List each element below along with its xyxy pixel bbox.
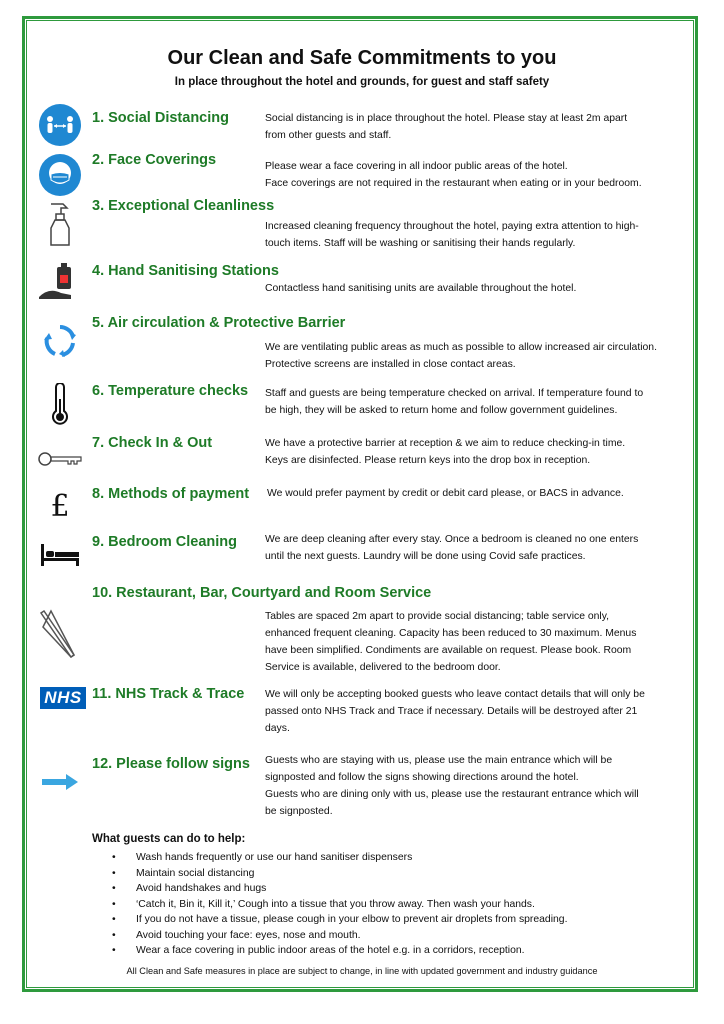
commitment-body-4: Contactless hand sanitising units are available throughout the hotel. (265, 283, 577, 294)
face-mask-icon (36, 152, 84, 198)
commitment-body-10: Tables are spaced 2m apart to provide social distancing; table service only, enhanced frequent cleaning. Capacity has been reduced to 30 maximum. Menus have been simplified. Condiments are available on request. Please book. Room Service is available, delivered to the bedroom door. (265, 611, 637, 673)
hand-sanitiser-icon (36, 262, 84, 304)
commitment-heading-11: 11. NHS Track & Trace (92, 686, 245, 702)
commitment-heading-5: 5. Air circulation & Protective Barrier (92, 315, 346, 331)
footer-note: All Clean and Safe measures in place are subject to change, in line with updated government and industry guidance (126, 966, 598, 976)
spray-bottle-icon (36, 200, 84, 248)
help-title: What guests can do to help: (92, 833, 246, 845)
commitment-body-2: Please wear a face covering in all indoor public areas of the hotel. Face coverings are not required in the restaurant when eating or in your bedroom. (265, 161, 642, 189)
list-item: • Wash hands frequently or use our hand sanitiser dispensers (108, 850, 567, 866)
commitment-heading-7: 7. Check In & Out (92, 435, 213, 451)
key-icon (36, 446, 84, 472)
commitment-heading-3: 3. Exceptional Cleanliness (92, 198, 275, 214)
list-item: • Maintain social distancing (108, 866, 567, 882)
commitment-heading-2: 2. Face Coverings (92, 152, 217, 168)
air-circulation-icon (36, 320, 84, 362)
commitment-heading-12: 12. Please follow signs (92, 756, 250, 772)
commitment-body-7: We have a protective barrier at reception & we aim to reduce checking-in time. Keys are disinfected. Please return keys into the drop box in reception. (265, 438, 626, 466)
commitment-body-3: Increased cleaning frequency throughout the hotel, paying extra attention to high- touch items. Staff will be washing or sanitising their hands regularly. (265, 221, 639, 249)
social-distancing-icon (36, 102, 84, 148)
nhs-logo: NHS (35, 686, 91, 710)
commitment-heading-10: 10. Restaurant, Bar, Courtyard and Room Service (92, 585, 432, 601)
list-item: • ‘Catch it, Bin it, Kill it,’ Cough into a tissue that you throw away. Then wash your hands. (108, 897, 567, 913)
list-item: • Avoid handshakes and hugs (108, 881, 567, 897)
page-subtitle: In place throughout the hotel and grounds, for guest and staff safety (174, 76, 550, 88)
thermometer-icon (36, 382, 84, 428)
cutlery-icon (36, 608, 84, 662)
commitment-heading-6: 6. Temperature checks (92, 383, 249, 399)
commitment-body-8: We would prefer payment by credit or debit card please, or BACS in advance. (267, 488, 624, 499)
list-item: • Wear a face covering in public indoor areas of the hotel e.g. in a corridors, reception. (108, 943, 567, 959)
pound-icon: £ (50, 488, 70, 524)
commitment-body-9: We are deep cleaning after every stay. Once a bedroom is cleaned no one enters until the next guests. Laundry will be done using Covid safe practices. (265, 534, 639, 562)
page-title: Our Clean and Safe Commitments to you (167, 47, 557, 69)
list-item: • Avoid touching your face: eyes, nose and mouth. (108, 928, 567, 944)
commitment-body-11: We will only be accepting booked guests who leave contact details that will only be passed onto NHS Track and Trace if necessary. Details will be destroyed after 21 days. (265, 689, 645, 734)
help-list (108, 850, 567, 959)
arrow-right-icon (36, 772, 84, 792)
commitment-body-1: Social distancing is in place throughout the hotel. Please stay at least 2m apart from other guests and staff. (265, 113, 628, 141)
commitment-body-5: We are ventilating public areas as much as possible to allow increased air circulation. Protective screens are installed in close contact areas. (265, 342, 657, 370)
commitment-heading-4: 4. Hand Sanitising Stations (92, 263, 279, 279)
list-item: • If you do not have a tissue, please cough in your elbow to prevent air droplets from spreading. (108, 912, 567, 928)
bed-icon (36, 540, 84, 570)
commitment-heading-9: 9. Bedroom Cleaning (92, 534, 238, 550)
commitment-heading-8: 8. Methods of payment (92, 486, 250, 502)
commitment-body-12: Guests who are staying with us, please use the main entrance which will be signposted and follow the signs showing directions around the hotel. Guests who are dining only with us, please use the restaurant entrance which will be signposted. (265, 755, 639, 817)
commitment-body-6: Staff and guests are being temperature checked on arrival. If temperature found to be high, they will be asked to return home and follow government guidelines. (265, 388, 644, 416)
commitment-heading-1: 1. Social Distancing (92, 110, 229, 126)
